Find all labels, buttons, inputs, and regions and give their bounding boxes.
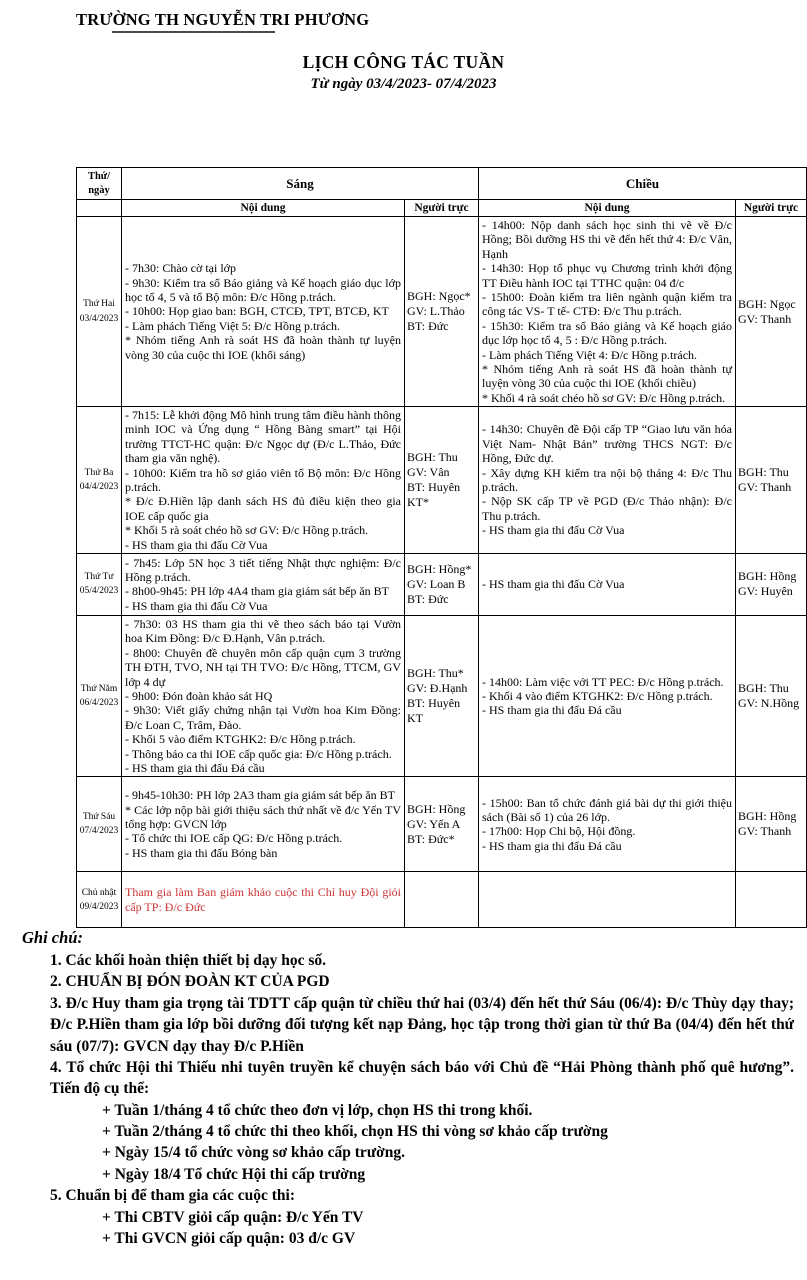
morning-content-cell [122, 872, 405, 928]
duty-person: BGH: Hồng [738, 809, 797, 824]
schedule-item: - HS tham gia thi đấu Đá cầu [482, 703, 622, 718]
afternoon-content-cell [479, 777, 736, 872]
afternoon-content-cell [479, 615, 736, 776]
date-label: 07/4/2023 [79, 826, 119, 837]
day-cell [77, 872, 122, 928]
duty-person: GV: N.Hồng [738, 696, 800, 711]
schedule-item: - 15h00: Đoàn kiểm tra liên ngành quận kiểm tra công tác VS- T tế- CTĐ: Đ/c Thu p.trách. [482, 289, 732, 319]
day-label: Thứ Năm [80, 683, 118, 694]
header-empty-cell [77, 200, 122, 217]
schedule-item: - 9h00: Đón đoàn khảo sát HQ [125, 688, 273, 703]
duty-person: BT: Đức [407, 319, 449, 334]
document-title: LỊCH CÔNG TÁC TUẦN [302, 52, 505, 72]
schedule-row [77, 777, 807, 872]
duty-person: GV: Thanh [738, 311, 792, 326]
note-item: + Thi CBTV giỏi cấp quận: Đ/c Yến TV [102, 1208, 364, 1226]
schedule-item: - 14h30: Chuyên đề Đội cấp TP “Giao lưu văn hóa Việt Nam- Nhật Bản” trường THCS NGT: Đ/c Hồng, Đức dự. [482, 422, 732, 466]
schedule-item: - HS tham gia thi đấu Cờ Vua [482, 577, 625, 592]
duty-person: BGH: Thu [738, 681, 789, 696]
schedule-item: - 14h00: Nộp danh sách học sinh thi vẽ về Đ/c Hồng; Bồi dưỡng HS thi vẽ đến hết thứ 4: Đ/c Vân, Hạnh [482, 218, 732, 261]
duty-person: GV: Loan B [407, 576, 466, 591]
duty-person: GV: Yến A [407, 816, 461, 831]
schedule-item: - 9h30: Kiểm tra sổ Báo giảng và Kế hoạch giáo dục lớp học tổ 4, 5 và tổ Bộ môn: Đ/c Hồng p.trách. [125, 275, 401, 304]
note-item: 5. Chuẩn bị để tham gia các cuộc thi: [50, 1187, 295, 1205]
morning-duty-cell [405, 407, 479, 554]
title-block [0, 52, 807, 93]
schedule-item: - HS tham gia thi đấu Cờ Vua [482, 523, 625, 538]
afternoon-duty-cell [736, 872, 807, 928]
schedule-item: * Nhóm tiếng Anh rà soát HS đã hoàn thành tự luyện vòng 30 của cuộc thi IOE (khối sáng) [125, 333, 401, 362]
date-label: 05/4/2023 [79, 586, 119, 597]
schedule-item: - Khối 4 vào điểm KTGHK2: Đ/c Hồng p.trách. [482, 688, 713, 703]
duty-person: BGH: Thu [407, 450, 458, 465]
schedule-item: - HS tham gia thi đấu Bóng bàn [125, 845, 278, 860]
day-cell [77, 217, 122, 407]
header-content-afternoon: Nội dung [479, 200, 736, 217]
schedule-item: - Khối 5 vào điểm KTGHK2: Đ/c Hồng p.trách. [125, 732, 356, 747]
duty-person: BT: Đức* [407, 831, 455, 846]
morning-duty-cell [405, 553, 479, 615]
schedule-item: - 7h45: Lớp 5N học 3 tiết tiếng Nhật thực nghiệm: Đ/c Hồng p.trách. [125, 555, 401, 585]
morning-content-cell [122, 553, 405, 615]
header-row-sessions [77, 168, 807, 200]
note-item: + Ngày 15/4 tổ chức vòng sơ khảo cấp trường. [102, 1144, 405, 1162]
morning-duty-cell [405, 872, 479, 928]
header-duty-morning: Người trực [405, 200, 479, 217]
afternoon-content-cell [479, 553, 736, 615]
duty-person: BGH: Thu [738, 465, 789, 480]
duty-person: GV: L.Thảo [407, 304, 465, 319]
schedule-row [77, 407, 807, 554]
day-cell [77, 777, 122, 872]
notes-label: Ghi chú: [22, 928, 83, 947]
schedule-item: - 9h45-10h30: PH lớp 2A3 tham gia giám sát bếp ăn BT [125, 788, 395, 803]
date-label: 09/4/2023 [79, 901, 119, 912]
note-item: + Tuần 1/tháng 4 tổ chức theo đơn vị lớp, chọn HS thi trong khối. [102, 1101, 533, 1119]
date-label: 03/4/2023 [79, 313, 119, 324]
schedule-row [77, 872, 807, 928]
schedule-item: - 7h30: Chào cờ tại lớp [125, 261, 237, 276]
note-item: + Ngày 18/4 Tổ chức Hội thi cấp trường [102, 1165, 366, 1183]
day-cell [77, 407, 122, 554]
schedule-item: - Làm phách Tiếng Việt 4: Đ/c Hồng p.trách. [482, 347, 698, 362]
schedule-item: - HS tham gia thi đấu Cờ Vua [125, 537, 268, 552]
duty-person: GV: Đ.Hạnh [407, 681, 468, 696]
duty-person: BGH: Hồng [738, 569, 797, 584]
header-duty-afternoon: Người trực [736, 200, 807, 217]
schedule-row [77, 615, 807, 776]
schedule-body [77, 217, 807, 928]
day-label: Thứ Ba [84, 467, 114, 478]
schedule-item: - 7h15: Lễ khởi động Mô hình trung tâm điều hành thông minh IOC và Ứng dụng “ Hồng Bàng smart” tại Hội trường TTCT-HC quận: Đ/c Ngọc dự (Đ/c L.Thảo, Đức tham gia văn nghệ). [125, 408, 401, 466]
school-name: TRƯỜNG TH NGUYỄN TRI PHƯƠNG [76, 10, 370, 29]
note-item: 2. CHUẨN BỊ ĐÓN ĐOÀN KT CỦA PGD [50, 973, 330, 991]
note-item: 1. Các khối hoàn thiện thiết bị dạy học số. [50, 952, 327, 969]
note-item: + Tuần 2/tháng 4 tổ chức thi theo khối, chọn HS thi vòng sơ khảo cấp trường [102, 1123, 608, 1140]
afternoon-duty-cell [736, 553, 807, 615]
duty-person: BGH: Ngọc* [407, 289, 471, 304]
schedule-item: - 14h00: Làm việc với TT PEC: Đ/c Hồng p.trách. [482, 674, 724, 689]
morning-content-cell [122, 615, 405, 776]
duty-person: GV: Thanh [738, 824, 792, 839]
date-label: 06/4/2023 [79, 698, 119, 709]
afternoon-content-cell [479, 872, 736, 928]
day-label: Chủ nhật [81, 887, 117, 898]
notes-list [22, 950, 794, 1249]
header-row-subcolumns [77, 200, 807, 217]
afternoon-content-cell [479, 407, 736, 554]
day-label: Thứ Hai [83, 299, 115, 310]
schedule-item: - HS tham gia thi đấu Đá cầu [125, 760, 265, 775]
header-day-line1: Thứ/ [87, 171, 111, 183]
morning-duty-cell [405, 615, 479, 776]
schedule-item: * Khối 4 rà soát chéo hồ sơ GV: Đ/c Hồng p.trách. [482, 390, 726, 405]
morning-duty-cell [405, 777, 479, 872]
schedule-item: - 15h30: Kiểm tra sổ Báo giảng và Kế hoạch giáo dục lớp học tổ 4, 5 : Đ/c Hồng p.trách. [482, 318, 732, 348]
afternoon-content-cell [479, 217, 736, 407]
schedule-item: Tham gia làm Ban giám khảo cuộc thi Chỉ huy Đội giỏi cấp TP: Đ/c Đức [125, 885, 401, 914]
header-content-morning: Nội dung [122, 200, 405, 217]
header-day-column [77, 168, 122, 200]
afternoon-duty-cell [736, 615, 807, 776]
document-date-range: Từ ngày 03/4/2023- 07/4/2023 [310, 76, 497, 92]
schedule-item: - Xây dựng KH kiểm tra nội bộ tháng 4: Đ/c Thu p.trách. [482, 465, 732, 495]
duty-person: GV: Thanh [738, 480, 792, 495]
schedule-item: - HS tham gia thi đấu Đá cầu [482, 838, 622, 853]
day-label: Thứ Sáu [82, 812, 116, 823]
header-afternoon: Chiều [479, 168, 807, 200]
note-item: 4. Tổ chức Hội thi Thiếu nhi tuyên truyền kể chuyện sách báo với Chủ đề “Hải Phòng thành phố quê hương”. Tiến độ cụ thể: [50, 1058, 794, 1098]
afternoon-duty-cell [736, 217, 807, 407]
schedule-item: - 15h00: Ban tổ chức đánh giá bài dự thi giới thiệu sách (Bài số 1) của 26 lớp. [482, 795, 732, 824]
schedule-item: - 14h30: Họp tổ phục vụ Chương trình khởi động TT Điều hành IOC tại TTHC quận: 04 đ/c [482, 261, 732, 290]
schedule-item: - Tổ chức thi IOE cấp QG: Đ/c Hồng p.trách. [125, 831, 343, 846]
morning-duty-cell [405, 217, 479, 407]
duty-person: BT: Đức [407, 591, 449, 606]
schedule-item: - Nộp SK cấp TP về PGD (Đ/c Thảo nhận): Đ/c Thu p.trách. [482, 494, 732, 523]
schedule-item: - 17h00: Họp Chi bộ, Hội đồng. [482, 824, 636, 839]
duty-person: BGH: Thu* [407, 666, 464, 681]
duty-person: GV: Vân [407, 465, 450, 480]
duty-person: BT: Huyên KT [407, 696, 461, 726]
note-item: + Thi GVCN giỏi cấp quận: 03 đ/c GV [102, 1229, 356, 1247]
note-item: 3. Đ/c Huy tham gia trọng tài TDTT cấp quận từ chiều thứ hai (03/4) đến hết thứ Sáu (06/4): Đ/c Thùy dạy thay; Đ/c P.Hiền tham gia lớp bồi dưỡng đối tượng kết nạp Đảng, học tập trong thời gian từ thứ Ba (04/4) đến hết thứ sáu (07/7): GVCN dạy thay Đ/c P.Hiền [50, 994, 794, 1055]
school-underline [112, 31, 275, 33]
schedule-item: - 10h00: Họp giao ban: BGH, CTCĐ, TPT, BTCĐ, KT [125, 304, 389, 319]
morning-content-cell [122, 777, 405, 872]
day-label: Thứ Tư [84, 572, 114, 583]
day-cell [77, 553, 122, 615]
morning-content-cell [122, 217, 405, 407]
notes-section [22, 928, 794, 1249]
schedule-item: - Làm phách Tiếng Việt 5: Đ/c Hồng p.trách. [125, 318, 341, 333]
date-label: 04/4/2023 [79, 482, 119, 493]
schedule-item: - 10h00: Kiểm tra hồ sơ giáo viên tổ Bộ môn: Đ/c Hồng p.trách. [125, 465, 401, 495]
header-morning: Sáng [122, 168, 479, 200]
schedule-item: - 9h30: Viết giấy chứng nhận tại Vườn hoa Kim Đồng: Đ/c Loan C, Trâm, Đào. [125, 703, 401, 732]
schedule-header [77, 168, 807, 217]
schedule-item: - Thông báo ca thi IOE cấp quốc gia: Đ/c Hồng p.trách. [125, 746, 392, 761]
schedule-row [77, 553, 807, 615]
morning-content-cell [122, 407, 405, 554]
schedule-item: - 7h30: 03 HS tham gia thi vẽ theo sách báo tại Vườn hoa Kim Đồng: Đ/c Đ.Hạnh, Vân p.trách. [125, 616, 401, 646]
schedule-item: * Đ/c Đ.Hiền lập danh sách HS đủ điều kiện theo gia IOE cấp quốc gia [125, 494, 401, 523]
duty-person: BGH: Hồng* [407, 561, 472, 576]
schedule-item: - 8h00: Chuyên đề chuyên môn cấp quận cụm 3 trường TH ĐTH, TVO, NH tại TH TVO: Đ/c Hồng, TTCM, GV lớp 4 dự [125, 645, 401, 689]
duty-person: GV: Huyên [738, 584, 793, 599]
day-cell [77, 615, 122, 776]
afternoon-duty-cell [736, 777, 807, 872]
afternoon-duty-cell [736, 407, 807, 554]
schedule-table [76, 167, 807, 928]
schedule-item: * Các lớp nộp bài giới thiệu sách thứ nhất về đ/c Yến TV tổng hợp: GVCN lớp [125, 802, 401, 832]
schedule-item: * Khối 5 rà soát chéo hồ sơ GV: Đ/c Hồng p.trách. [125, 523, 369, 538]
duty-person: BGH: Hồng [407, 801, 466, 816]
schedule-row [77, 217, 807, 407]
duty-person: BT: Huyên KT* [407, 480, 461, 510]
duty-person: BGH: Ngọc [738, 296, 796, 311]
schedule-item: - 8h00-9h45: PH lớp 4A4 tham gia giám sát bếp ăn BT [125, 584, 389, 599]
school-header [76, 10, 369, 30]
schedule-item: - HS tham gia thi đấu Cờ Vua [125, 598, 268, 613]
header-day-line2: ngày [88, 184, 110, 196]
schedule-item: * Nhóm tiếng Anh rà soát HS đã hoàn thành tự luyện vòng 30 của cuộc thi IOE (khối chiều) [482, 361, 732, 391]
